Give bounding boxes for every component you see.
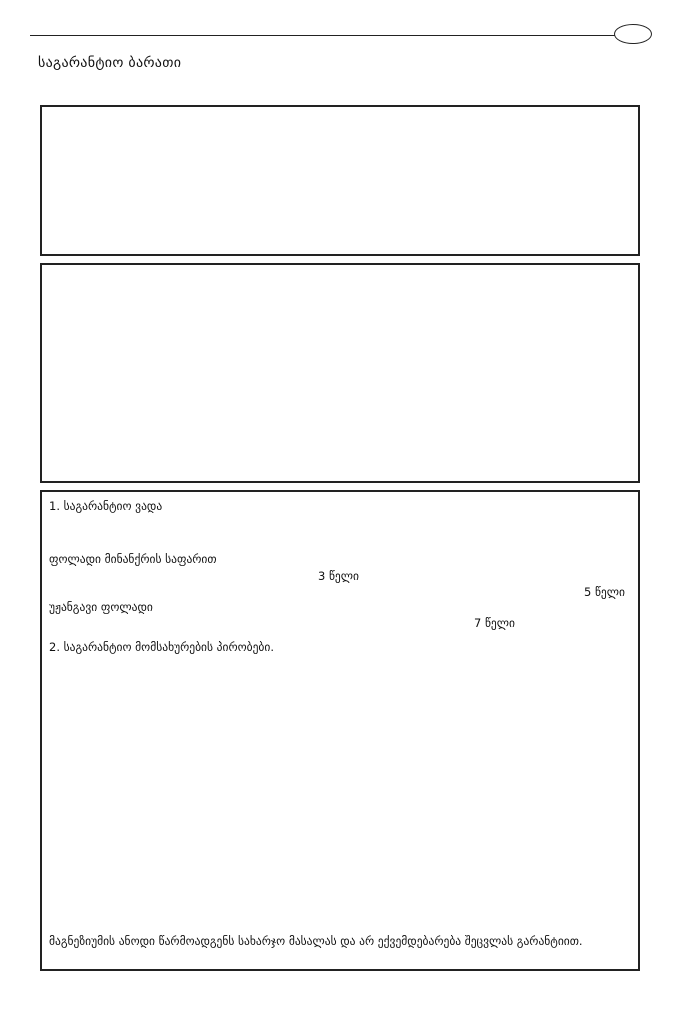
enamel-steel-label: ფოლადი მინანქრის საფარით: [49, 552, 217, 566]
product-info-box: [40, 263, 640, 483]
header-rule: [30, 35, 616, 36]
enamel-steel-years: 3 წელი: [318, 569, 359, 583]
page-title: საგარანტიო ბარათი: [38, 55, 182, 71]
warranty-period-heading: 1. საგარანტიო ვადა: [49, 499, 163, 513]
service-conditions-heading: 2. საგარანტიო მომსახურების პირობები.: [49, 640, 274, 654]
extra-warranty-years: 5 წელი: [584, 585, 625, 599]
page-number-oval: [614, 24, 652, 44]
seller-info-box: [40, 105, 640, 256]
stainless-steel-label: უჟანგავი ფოლადი: [49, 600, 153, 614]
stainless-steel-years: 7 წელი: [474, 616, 515, 630]
anode-footnote: მაგნეზიუმის ანოდი წარმოადგენს სახარჯო მასალას და არ ექვემდებარება შეცვლას გარანტიით.: [49, 934, 583, 948]
